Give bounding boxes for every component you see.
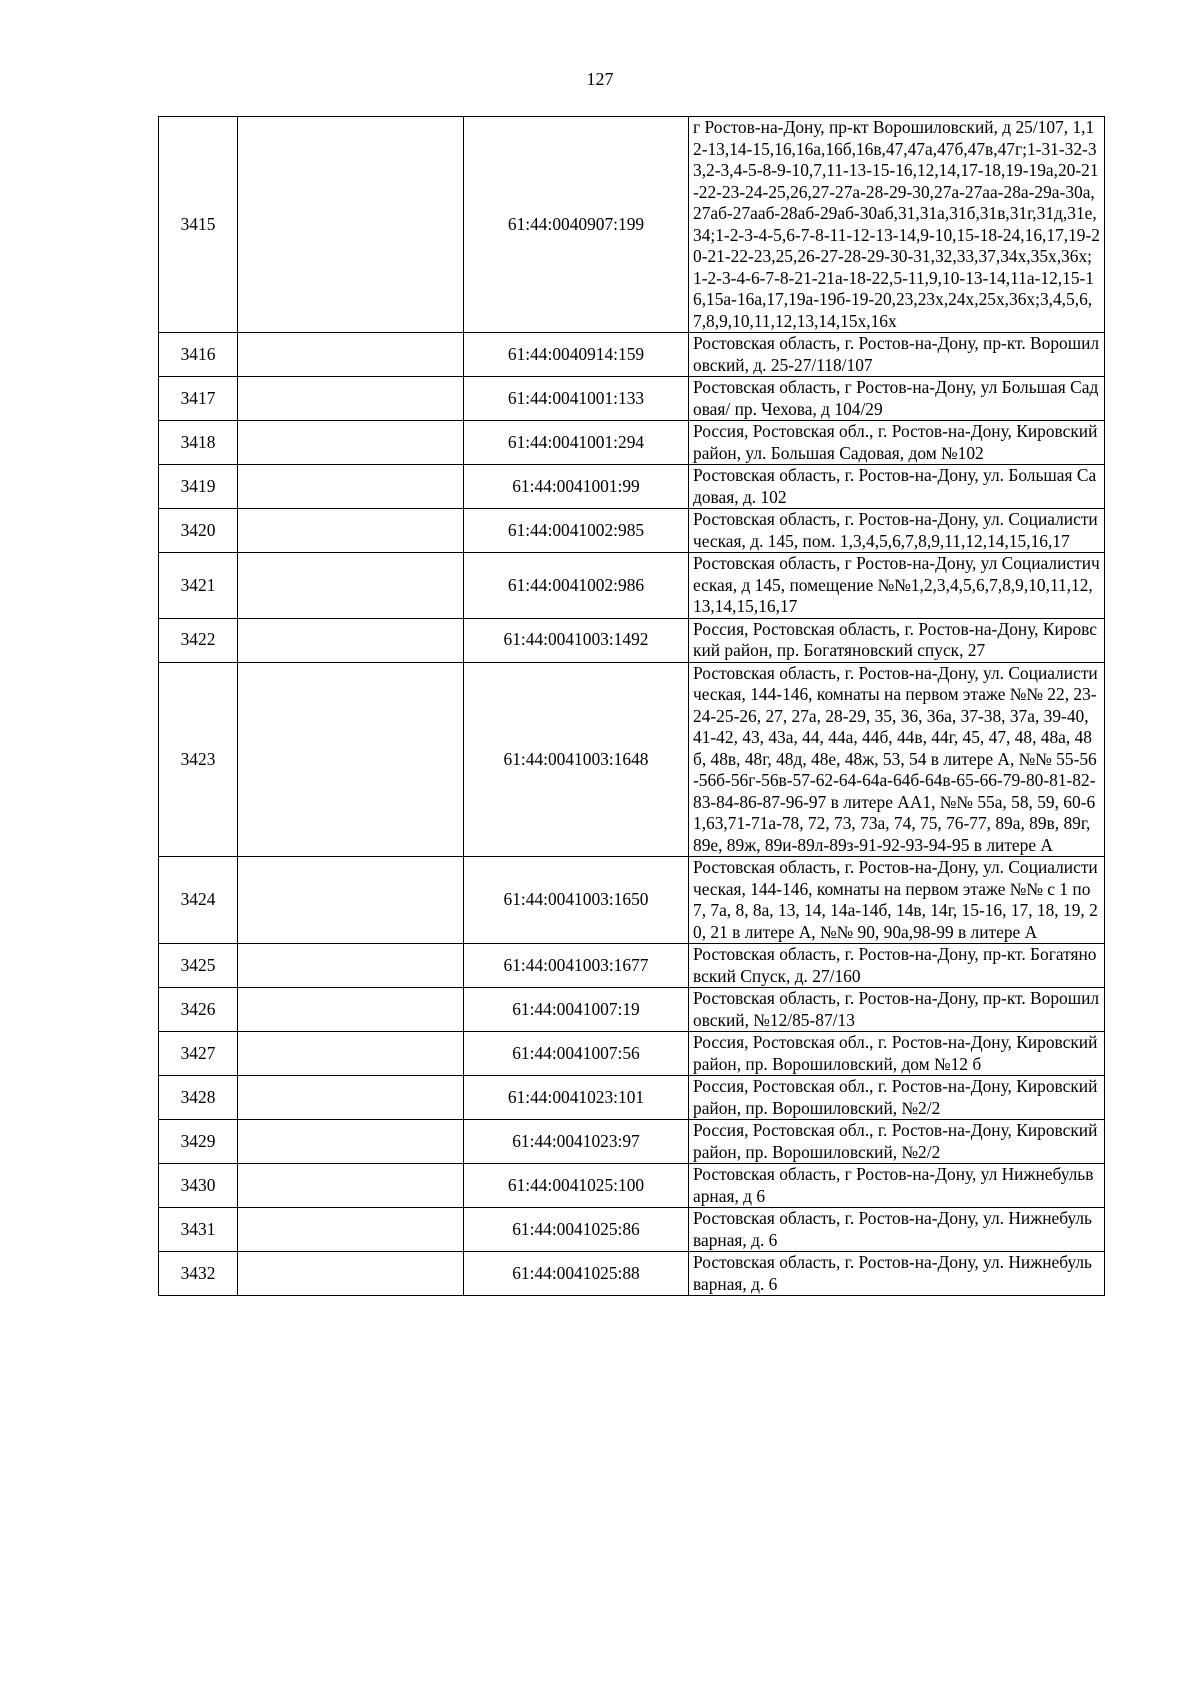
table-row [159, 662, 1105, 857]
cadastral-number-cell: 61:44:0041007:56 [464, 1032, 689, 1076]
cadastral-number-cell: 61:44:0041002:986 [464, 553, 689, 619]
row-number-cell: 3415 [159, 117, 238, 333]
registry-table [158, 116, 1105, 1296]
table-row [159, 618, 1105, 662]
page-number: 127 [586, 69, 614, 89]
cadastral-number-cell: 61:44:0041007:19 [464, 988, 689, 1032]
address-cell: Ростовская область, г Ростов-на-Дону, ул Нижнебульварная, д 6 [689, 1164, 1105, 1208]
table-row [159, 1120, 1105, 1164]
cadastral-number-cell: 61:44:0041003:1677 [464, 944, 689, 988]
row-empty-cell [238, 988, 464, 1032]
table-row [159, 988, 1105, 1032]
address-cell: Ростовская область, г. Ростов-на-Дону, пр-кт. Ворошиловский, №12/85-87/13 [689, 988, 1105, 1032]
table-row [159, 944, 1105, 988]
row-empty-cell [238, 465, 464, 509]
table-row [159, 553, 1105, 619]
row-empty-cell [238, 1164, 464, 1208]
cadastral-number-cell: 61:44:0041001:294 [464, 421, 689, 465]
row-number-cell: 3419 [159, 465, 238, 509]
cadastral-number-cell: 61:44:0041003:1650 [464, 857, 689, 944]
cadastral-number-cell: 61:44:0041002:985 [464, 509, 689, 553]
row-number-cell: 3420 [159, 509, 238, 553]
row-empty-cell [238, 618, 464, 662]
address-cell: Ростовская область, г. Ростов-на-Дону, ул. Большая Садовая, д. 102 [689, 465, 1105, 509]
address-cell: Ростовская область, г. Ростов-на-Дону, ул. Нижнебульварная, д. 6 [689, 1208, 1105, 1252]
cadastral-number-cell: 61:44:0040907:199 [464, 117, 689, 333]
registry-table-body [159, 117, 1105, 1296]
row-number-cell: 3424 [159, 857, 238, 944]
row-empty-cell [238, 509, 464, 553]
address-cell: Ростовская область, г. Ростов-на-Дону, ул. Нижнебульварная, д. 6 [689, 1252, 1105, 1296]
table-row [159, 1164, 1105, 1208]
address-cell: Ростовская область, г. Ростов-на-Дону, ул. Социалистическая, 144-146, комнаты на первом этаже №№ с 1 по 7, 7а, 8, 8а, 13, 14, 14а-14б, 14в, 14г, 15-16, 17, 18, 19, 20, 21 в литере А, №№ 90, 90а,98-99 в литере А [689, 857, 1105, 944]
row-empty-cell [238, 117, 464, 333]
table-row [159, 465, 1105, 509]
row-empty-cell [238, 1208, 464, 1252]
row-empty-cell [238, 377, 464, 421]
row-empty-cell [238, 857, 464, 944]
row-empty-cell [238, 662, 464, 857]
row-number-cell: 3423 [159, 662, 238, 857]
cadastral-number-cell: 61:44:0040914:159 [464, 333, 689, 377]
row-number-cell: 3428 [159, 1076, 238, 1120]
address-cell: Ростовская область, г. Ростов-на-Дону, ул. Социалистическая, 144-146, комнаты на первом этаже №№ 22, 23-24-25-26, 27, 27а, 28-29, 35, 36, 36а, 37-38, 37а, 39-40, 41-42, 43, 43а, 44, 44а, 44б, 44в, 44г, 45, 47, 48, 48а, 48б, 48в, 48г, 48д, 48е, 48ж, 53, 54 в литере А, №№ 55-56-56б-56г-56в-57-62-64-64а-64б-64в-65-66-79-80-81-82-83-84-86-87-96-97 в литере АА1, №№ 55а, 58, 59, 60-61,63,71-71а-78, 72, 73, 73а, 74, 75, 76-77, 89а, 89в, 89г, 89е, 89ж, 89и-89л-89з-91-92-93-94-95 в литере А [689, 662, 1105, 857]
cadastral-number-cell: 61:44:0041003:1648 [464, 662, 689, 857]
table-row [159, 1032, 1105, 1076]
cadastral-number-cell: 61:44:0041025:86 [464, 1208, 689, 1252]
address-cell: Россия, Ростовская обл., г. Ростов-на-Дону, Кировский район, пр. Ворошиловский, дом №12 б [689, 1032, 1105, 1076]
table-row [159, 1076, 1105, 1120]
cadastral-number-cell: 61:44:0041001:99 [464, 465, 689, 509]
table-row [159, 1252, 1105, 1296]
row-number-cell: 3430 [159, 1164, 238, 1208]
row-number-cell: 3427 [159, 1032, 238, 1076]
table-row [159, 421, 1105, 465]
cadastral-number-cell: 61:44:0041025:88 [464, 1252, 689, 1296]
row-number-cell: 3422 [159, 618, 238, 662]
row-empty-cell [238, 1252, 464, 1296]
row-number-cell: 3416 [159, 333, 238, 377]
row-number-cell: 3426 [159, 988, 238, 1032]
address-cell: Россия, Ростовская область, г. Ростов-на-Дону, Кировский район, пр. Богатяновский спуск, 27 [689, 618, 1105, 662]
address-cell: Ростовская область, г Ростов-на-Дону, ул Большая Садовая/ пр. Чехова, д 104/29 [689, 377, 1105, 421]
row-number-cell: 3417 [159, 377, 238, 421]
row-number-cell: 3431 [159, 1208, 238, 1252]
address-cell: Ростовская область, г. Ростов-на-Дону, пр-кт. Ворошиловский, д. 25-27/118/107 [689, 333, 1105, 377]
cadastral-number-cell: 61:44:0041001:133 [464, 377, 689, 421]
table-row [159, 1208, 1105, 1252]
cadastral-number-cell: 61:44:0041023:97 [464, 1120, 689, 1164]
address-cell: Россия, Ростовская обл., г. Ростов-на-Дону, Кировский район, пр. Ворошиловский, №2/2 [689, 1120, 1105, 1164]
address-cell: Россия, Ростовская обл., г. Ростов-на-Дону, Кировский район, ул. Большая Садовая, дом №102 [689, 421, 1105, 465]
row-empty-cell [238, 944, 464, 988]
row-number-cell: 3425 [159, 944, 238, 988]
row-empty-cell [238, 421, 464, 465]
row-number-cell: 3432 [159, 1252, 238, 1296]
row-empty-cell [238, 1120, 464, 1164]
cadastral-number-cell: 61:44:0041023:101 [464, 1076, 689, 1120]
address-cell: Ростовская область, г Ростов-на-Дону, ул Социалистическая, д 145, помещение №№1,2,3,4,5,6,7,8,9,10,11,12,13,14,15,16,17 [689, 553, 1105, 619]
cadastral-number-cell: 61:44:0041003:1492 [464, 618, 689, 662]
address-cell: Россия, Ростовская обл., г. Ростов-на-Дону, Кировский район, пр. Ворошиловский, №2/2 [689, 1076, 1105, 1120]
row-number-cell: 3418 [159, 421, 238, 465]
table-row [159, 333, 1105, 377]
row-empty-cell [238, 1076, 464, 1120]
row-number-cell: 3421 [159, 553, 238, 619]
table-row [159, 509, 1105, 553]
row-empty-cell [238, 333, 464, 377]
address-cell: г Ростов-на-Дону, пр-кт Ворошиловский, д 25/107, 1,12-13,14-15,16,16а,16б,16в,47,47а,47б,47в,47г;1-31-32-33,2-3,4-5-8-9-10,7,11-13-15-16,12,14,17-18,19-19а,20-21-22-23-24-25,26,27-27а-28-29-30,27а-27аа-28а-29а-30а,27аб-27ааб-28аб-29аб-30аб,31,31а,31б,31в,31г,31д,31е,34;1-2-3-4-5,6-7-8-11-12-13-14,9-10,15-18-24,16,17,19-20-21-22-23,25,26-27-28-29-30-31,32,33,37,34х,35х,36х;1-2-3-4-6-7-8-21-21а-18-22,5-11,9,10-13-14,11а-12,15-16,15а-16а,17,19а-19б-19-20,23,23х,24х,25х,36х;3,4,5,6,7,8,9,10,11,12,13,14,15х,16х [689, 117, 1105, 333]
table-row [159, 377, 1105, 421]
cadastral-number-cell: 61:44:0041025:100 [464, 1164, 689, 1208]
row-empty-cell [238, 1032, 464, 1076]
row-empty-cell [238, 553, 464, 619]
address-cell: Ростовская область, г. Ростов-на-Дону, ул. Социалистическая, д. 145, пом. 1,3,4,5,6,7,8,9,11,12,14,15,16,17 [689, 509, 1105, 553]
address-cell: Ростовская область, г. Ростов-на-Дону, пр-кт. Богатяновский Спуск, д. 27/160 [689, 944, 1105, 988]
table-row [159, 857, 1105, 944]
table-row [159, 117, 1105, 333]
row-number-cell: 3429 [159, 1120, 238, 1164]
